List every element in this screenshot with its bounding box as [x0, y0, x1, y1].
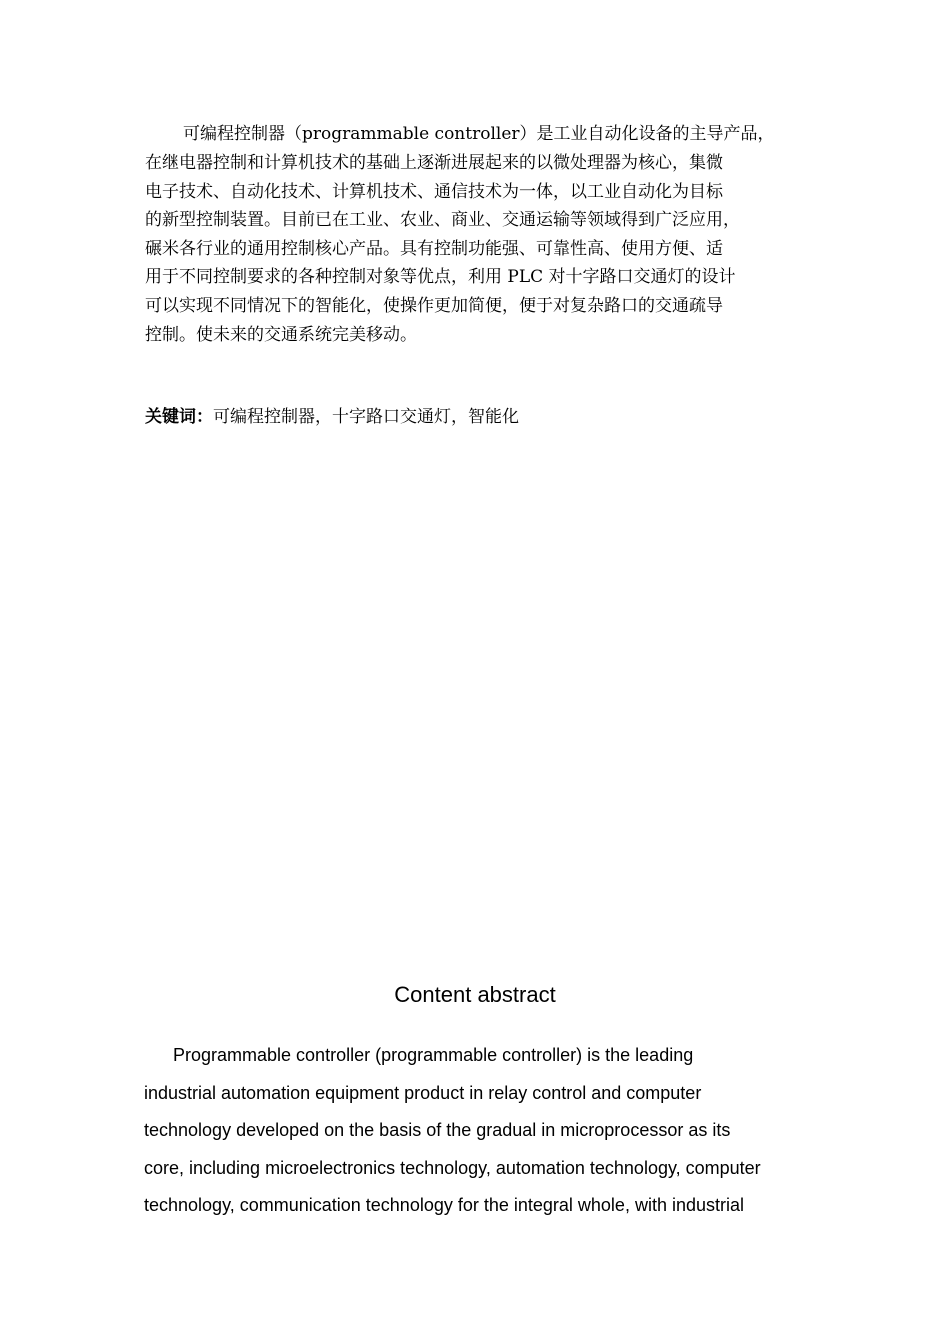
keywords-label: 关键词： — [145, 407, 213, 427]
english-abstract-title: Content abstract — [394, 982, 556, 1007]
en-abstract-line-4: core, including microelectronics technology, automation technology, computer — [144, 1158, 761, 1178]
en-abstract-line-3: technology developed on the basis of the gradual in microprocessor as its — [144, 1120, 731, 1140]
keywords-line — [145, 407, 519, 427]
en-abstract-line-1: Programmable controller (programmable controller) is the leading — [173, 1045, 694, 1065]
en-abstract-line-5: technology, communication technology for the integral whole, with industrial — [144, 1195, 744, 1215]
cn-abstract-line-3: 电子技术、自动化技术、计算机技术、通信技术为一体，以工业自动化为目标 — [145, 182, 723, 202]
keywords-text: 可编程控制器，十字路口交通灯，智能化 — [213, 407, 519, 427]
cn-abstract-line-1: 可编程控制器（programmable controller）是工业自动化设备的主导产品， — [183, 124, 775, 144]
cn-abstract-line-8: 控制。使未来的交通系统完美移动。 — [145, 325, 417, 345]
cn-abstract-line-6: 用于不同控制要求的各种控制对象等优点，利用 PLC 对十字路口交通灯的设计 — [145, 267, 736, 287]
cn-abstract-line-7: 可以实现不同情况下的智能化，使操作更加简便，便于对复杂路口的交通疏导 — [145, 296, 723, 316]
en-abstract-line-2: industrial automation equipment product in relay control and computer — [144, 1083, 702, 1103]
cn-abstract-line-5: 碾米各行业的通用控制核心产品。具有控制功能强、可靠性高、使用方便、适 — [145, 239, 723, 259]
cn-abstract-line-2: 在继电器控制和计算机技术的基础上逐渐进展起来的以微处理器为核心，集微 — [145, 153, 723, 173]
cn-abstract-line-4: 的新型控制装置。目前已在工业、农业、商业、交通运输等领域得到广泛应用， — [145, 210, 740, 230]
